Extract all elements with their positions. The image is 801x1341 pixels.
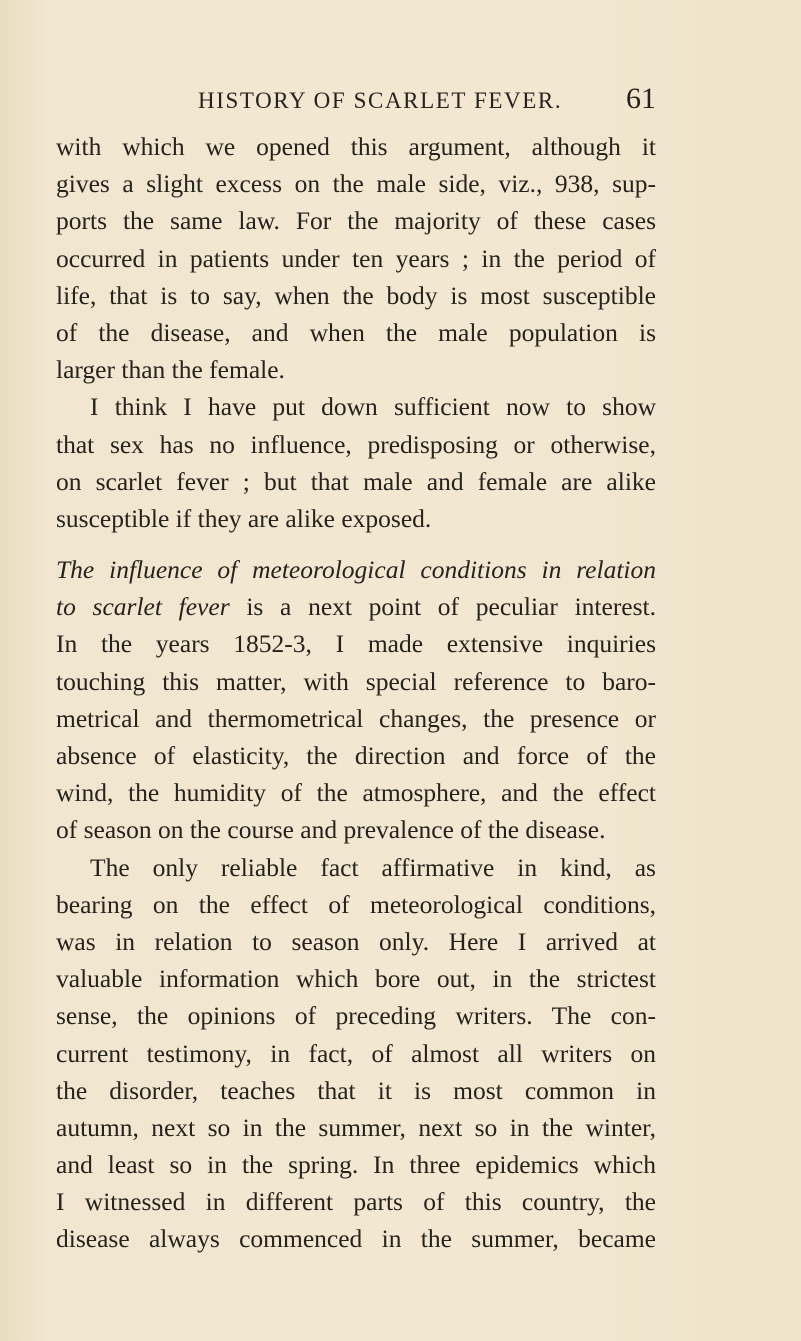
text-line: that sex has no influence, predisposing or otherwise,: [56, 429, 656, 459]
text-line: sense, the opinions of preceding writers. The con-: [56, 1001, 656, 1031]
paragraph-gap: [56, 537, 656, 551]
text-line: occurred in patients under ten years ; in the period of: [56, 243, 656, 273]
text-line: of the disease, and when the male population is: [56, 317, 656, 347]
page-header: [0, 82, 801, 118]
text-line: and least so in the spring. In three epidemics which: [56, 1150, 656, 1180]
text-line: disease always commenced in the summer, became: [56, 1224, 656, 1254]
text-line: valuable information which bore out, in the strictest: [56, 964, 656, 994]
text-line: larger than the female.: [56, 355, 285, 385]
text-line: autumn, next so in the summer, next so in the winter,: [56, 1112, 656, 1142]
running-head: HISTORY OF SCARLET FEVER.: [198, 88, 563, 113]
text-line: the disorder, teaches that it is most common in: [56, 1075, 656, 1105]
text-line: life, that is to say, when the body is most susceptible: [56, 280, 656, 310]
text-line: bearing on the effect of meteorological conditions,: [56, 889, 656, 919]
text-line: susceptible if they are alike exposed.: [56, 503, 432, 533]
text-line: absence of elasticity, the direction and force of the: [56, 741, 656, 770]
body-text: [56, 128, 656, 1258]
text-line: In the years 1852-3, I made extensive inquiries: [56, 629, 656, 659]
text-line: with which we opened this argument, although it: [56, 132, 656, 161]
text-line: The only reliable fact affirmative in kind, as: [90, 852, 656, 882]
page-number: 61: [626, 82, 656, 115]
paragraph-4: [56, 849, 656, 1258]
italic-phrase: to scarlet fever: [56, 592, 230, 622]
paragraph-2: [56, 388, 656, 537]
italic-phrase: The influence of meteorological conditions in relation: [56, 555, 656, 585]
text-line: was in relation to season only. Here I arrived at: [56, 926, 656, 956]
text-line: I think I have put down sufficient now to show: [90, 392, 656, 422]
text-line-italic-lead: to scarlet fever is a next point of peculiar interest.: [56, 592, 657, 622]
text-line: current testimony, in fact, of almost all writers on: [56, 1038, 656, 1068]
text-line-italic-lead: [56, 551, 656, 588]
paragraph-3: [56, 551, 656, 849]
text-line: on scarlet fever ; but that male and female are alike: [56, 466, 656, 496]
text-line: ports the same law. For the majority of these cases: [56, 206, 656, 236]
paragraph-1: [56, 128, 656, 388]
text-line: touching this matter, with special reference to baro-: [56, 666, 656, 696]
text-line: of season on the course and prevalence of the disease.: [56, 815, 606, 845]
text-line: I witnessed in different parts of this country, the: [56, 1187, 656, 1217]
text-line: gives a slight excess on the male side, viz., 938, sup-: [56, 169, 656, 199]
text-line: wind, the humidity of the atmosphere, and the effect: [56, 778, 656, 808]
text-line: metrical and thermometrical changes, the presence or: [56, 703, 656, 733]
